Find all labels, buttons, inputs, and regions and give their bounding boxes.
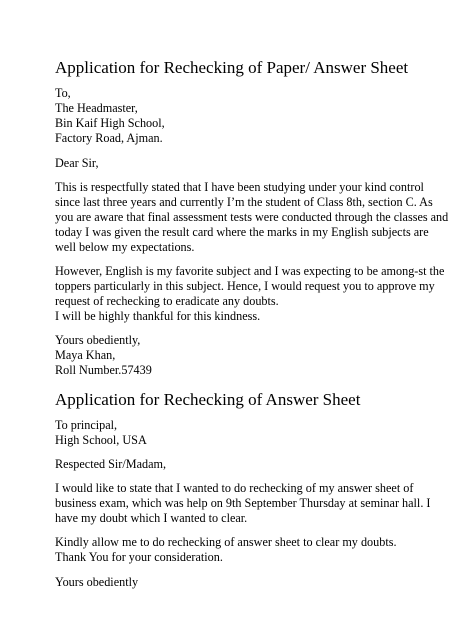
letter2-paragraph1-line: have my doubt which I wanted to clear. xyxy=(55,511,248,525)
letter2-paragraph2-line: Kindly allow me to do rechecking of answer sheet to clear my doubts. xyxy=(55,535,397,549)
letter1-closing-line: Yours obediently, xyxy=(55,333,141,347)
letter1-address-line: Factory Road, Ajman. xyxy=(55,131,163,145)
letter1-address-line: Bin Kaif High School, xyxy=(55,116,165,130)
letter1-paragraph2-line: I will be highly thankful for this kindness. xyxy=(55,309,261,323)
letter1-paragraph2-line: toppers particularly in this subject. Hence, I would request you to approve my xyxy=(55,279,435,293)
letter1-paragraph1-line: you are aware that final assessment tests were conducted through the classes and xyxy=(55,210,449,224)
letter1-paragraph1-line: since last three years and currently I’m the student of Class 8th, section C. As xyxy=(55,195,433,209)
letter1-signature-name: Maya Khan, xyxy=(55,348,116,362)
letter2-title: Application for Rechecking of Answer Sheet xyxy=(55,390,361,409)
letter1-paragraph2-line: request of rechecking to eradicate any doubts. xyxy=(55,294,279,308)
letter1-title: Application for Rechecking of Paper/ Answer Sheet xyxy=(55,58,409,77)
letter2-closing-line: Yours obediently xyxy=(55,575,139,589)
letter1-salutation: Dear Sir, xyxy=(55,156,99,170)
letter1-paragraph1-line: well below my expectations. xyxy=(55,240,195,254)
letter2-paragraph2-line: Thank You for your consideration. xyxy=(55,550,223,564)
letter2-paragraph1-line: I would like to state that I wanted to do rechecking of my answer sheet of xyxy=(55,481,414,495)
letter2-salutation: Respected Sir/Madam, xyxy=(55,457,167,471)
letter1-roll-number: Roll Number.57439 xyxy=(55,363,152,377)
letter2-address-line: To principal, xyxy=(55,418,118,432)
letter1-paragraph1-line: This is respectfully stated that I have been studying under your kind control xyxy=(55,180,424,194)
letter2-address-line: High School, USA xyxy=(55,433,147,447)
letter2-paragraph1-line: business exam, which was help on 9th September Thursday at seminar hall. I xyxy=(55,496,431,510)
letter1-address-line: The Headmaster, xyxy=(55,101,138,115)
letter1-address-line: To, xyxy=(55,86,71,100)
letter1-paragraph2-line: However, English is my favorite subject and I was expecting to be among-st the xyxy=(55,264,445,278)
letter1-paragraph1-line: today I was given the result card where the marks in my English subjects are xyxy=(55,225,429,239)
